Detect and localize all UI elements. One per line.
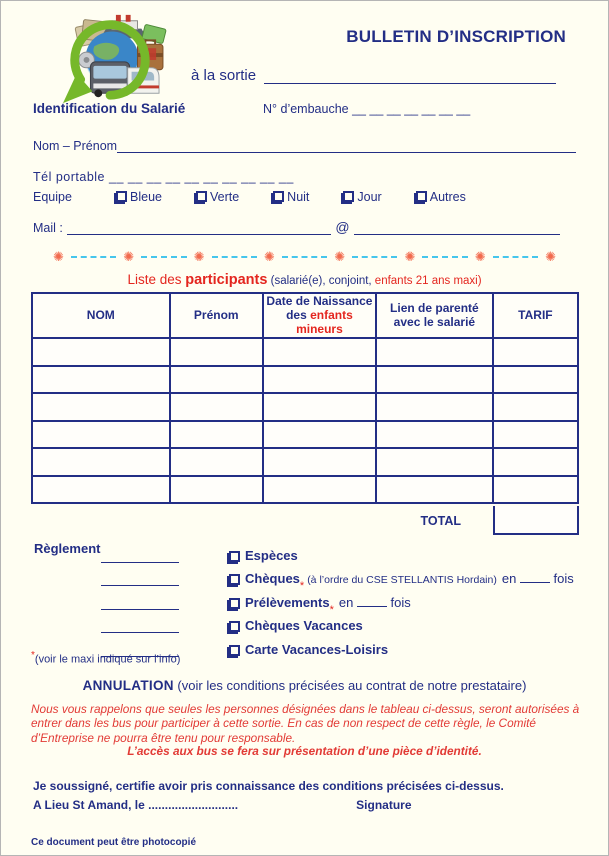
participant-row: [32, 366, 578, 394]
nom-prenom-blank-line[interactable]: [117, 137, 576, 153]
embauche-label: N° d’embauche: [263, 102, 349, 116]
checkbox-icon[interactable]: [416, 191, 427, 202]
participants-title: [1, 272, 608, 288]
photocopy-note: Ce document peut être photocopié: [31, 837, 197, 848]
amount-blank-line[interactable]: [101, 595, 179, 610]
tel-row: [33, 170, 294, 184]
col-header-tarif: TARIF: [493, 293, 578, 338]
participants-title-prefix: Liste des: [127, 272, 186, 287]
flower-icon: ✺: [53, 249, 64, 264]
participant-cell[interactable]: [170, 421, 263, 449]
equipe-option-label: Bleue: [130, 190, 162, 204]
participant-cell[interactable]: [170, 393, 263, 421]
bus-warning-paragraph: Nous vous rappelons que seules les personnes désignées dans le tableau ci-dessus, seront autorisées à entrer dans les bus pour participer à cette sortie. En cas de non respect de cette règle, le Comité d’Entreprise ne pourra être tenu pour responsable.: [31, 702, 580, 745]
dashed-line: [493, 256, 538, 258]
amount-blank-line[interactable]: [101, 548, 179, 563]
col-date-line2-red: enfants: [310, 307, 353, 322]
embauche-row: [263, 102, 470, 116]
participant-cell[interactable]: [170, 476, 263, 504]
page-title: BULLETIN D’INSCRIPTION: [346, 27, 566, 46]
date-dotted-blank[interactable]: ...........................: [148, 798, 239, 812]
checkbox-icon[interactable]: [229, 551, 240, 562]
flower-icon: ✺: [263, 249, 275, 264]
mail-row: [33, 219, 560, 235]
total-label: TOTAL: [420, 513, 461, 528]
col-header-date-naissance: [263, 293, 376, 338]
payment-option-label: Espèces: [245, 547, 298, 563]
dashed-line: [141, 256, 186, 258]
participant-cell[interactable]: [376, 393, 493, 421]
participant-row: [32, 476, 578, 504]
participant-cell[interactable]: [376, 448, 493, 476]
certify-statement: Je soussigné, certifie avoir pris connaissance des conditions précisées ci-dessus.: [33, 779, 504, 793]
participant-cell[interactable]: [170, 366, 263, 394]
tail-post-label: fois: [386, 594, 411, 610]
payment-row: [34, 539, 580, 563]
tail-pre-label: en: [338, 594, 357, 610]
total-amount-cell[interactable]: [493, 506, 579, 535]
annulation-heading: [1, 678, 608, 693]
participant-cell[interactable]: [263, 476, 376, 504]
travel-logo: [53, 9, 171, 107]
embauche-blank[interactable]: __ __ __ __ __ __ __: [352, 102, 471, 116]
participant-row: [32, 448, 578, 476]
tel-blank[interactable]: __ __ __ __ __ __ __ __ __ __: [109, 170, 294, 184]
participant-cell[interactable]: [263, 393, 376, 421]
participant-cell[interactable]: [376, 338, 493, 366]
place-date-label: [33, 798, 238, 812]
signature-label: Signature: [356, 798, 412, 812]
annulation-subtitle: (voir les conditions précisées au contrat de notre prestataire): [173, 678, 527, 693]
participant-cell[interactable]: [170, 338, 263, 366]
place-label: A Lieu St Amand, le: [33, 798, 149, 812]
flower-icon: ✺: [193, 249, 205, 264]
section-title-identification: Identification du Salarié: [33, 101, 186, 116]
equipe-option-verte[interactable]: [196, 190, 239, 204]
checkbox-icon[interactable]: [116, 191, 127, 202]
col-header-lien-parente: Lien de parenté avec le salarié: [376, 293, 493, 338]
equipe-row: [33, 190, 466, 205]
participant-cell[interactable]: [493, 476, 578, 504]
col-date-line3: mineurs: [296, 321, 343, 336]
checkbox-icon[interactable]: [229, 598, 240, 609]
checkbox-icon[interactable]: [229, 574, 240, 585]
participants-subtitle-blue: (salarié(e), conjoint,: [267, 275, 375, 287]
participants-header-row: [32, 293, 578, 338]
equipe-option-label: Nuit: [287, 190, 310, 204]
flower-icon: ✺: [404, 249, 416, 264]
tail-pre-label: en: [501, 571, 520, 586]
flower-icon: ✺: [334, 249, 346, 264]
participant-row: [32, 421, 578, 449]
participant-cell[interactable]: [32, 338, 170, 366]
col-date-line1: Date de Naissance: [266, 294, 373, 308]
equipe-option-jour[interactable]: [343, 190, 381, 204]
participant-cell[interactable]: [32, 476, 170, 504]
flower-icon: ✺: [545, 249, 556, 264]
maxi-footnote: [31, 650, 180, 666]
payment-row: Chèques * (à l’ordre du CSE STELLANTIS Hordain) en fois: [34, 563, 580, 587]
equipe-option-label: Verte: [209, 190, 240, 204]
participant-cell[interactable]: [376, 366, 493, 394]
participant-row: [32, 338, 578, 366]
checkbox-icon[interactable]: [273, 191, 284, 202]
dashed-line: [71, 256, 116, 258]
participant-cell[interactable]: [32, 421, 170, 449]
amount-blank-line[interactable]: [101, 571, 179, 586]
col-header-prenom: Prénom: [170, 293, 263, 338]
sortie-blank-line[interactable]: [264, 65, 556, 84]
participants-title-bold: participants: [185, 272, 268, 288]
participant-cell[interactable]: [32, 366, 170, 394]
participants-subtitle-red: enfants 21 ans maxi): [374, 275, 482, 287]
equipe-option-autres[interactable]: [416, 190, 466, 204]
participant-cell[interactable]: [170, 448, 263, 476]
amount-blank-line[interactable]: [101, 618, 179, 633]
participant-cell[interactable]: [263, 448, 376, 476]
annulation-title: ANNULATION: [82, 678, 174, 693]
total-row: [31, 506, 579, 535]
participant-cell[interactable]: [263, 338, 376, 366]
equipe-option-nuit[interactable]: [273, 190, 309, 204]
place-date-row: [33, 798, 576, 812]
participant-cell[interactable]: [493, 366, 578, 394]
nom-prenom-row: [33, 137, 576, 153]
dashed-line: [282, 256, 327, 258]
dashed-line: [422, 256, 467, 258]
installments-tail: [502, 571, 574, 586]
fois-blank-line[interactable]: [520, 571, 550, 583]
checkbox-icon[interactable]: [229, 621, 240, 632]
participant-cell[interactable]: [263, 421, 376, 449]
mail-local-blank-line[interactable]: [67, 219, 332, 235]
equipe-option-label: Jour: [357, 190, 382, 204]
payment-option-label: Prélèvements: [245, 594, 330, 610]
tel-label: Tél portable: [33, 170, 106, 184]
installments-tail: [339, 595, 411, 610]
flower-icon: ✺: [474, 249, 486, 264]
checkbox-icon[interactable]: [196, 191, 207, 202]
reglement-section: [34, 539, 580, 657]
participant-row: [32, 393, 578, 421]
fois-blank-line[interactable]: [357, 595, 387, 607]
participant-cell[interactable]: [263, 366, 376, 394]
participant-cell[interactable]: [493, 421, 578, 449]
col-date-line2: [265, 309, 374, 323]
flower-dash-separator: [53, 250, 556, 263]
participant-cell[interactable]: [493, 393, 578, 421]
payment-option-label: Chèques Vacances: [245, 618, 363, 633]
checkbox-icon[interactable]: [229, 645, 240, 656]
tail-post-label: fois: [549, 571, 574, 586]
checkbox-icon[interactable]: [343, 191, 354, 202]
payment-option-note: (à l’ordre du CSE STELLANTIS Hordain): [307, 574, 497, 586]
equipe-option-label: Autres: [429, 190, 466, 204]
participants-table: [31, 292, 579, 504]
participant-cell[interactable]: [493, 448, 578, 476]
equipe-option-bleue[interactable]: [116, 190, 162, 204]
payment-row: Prélèvements * en fois: [34, 586, 580, 610]
participant-cell[interactable]: [376, 476, 493, 504]
participant-cell[interactable]: [493, 338, 578, 366]
at-symbol: @: [335, 219, 350, 235]
footnote-text: (voir le maxi indiqué sur l’info): [34, 653, 181, 666]
equipe-label: Equipe: [33, 190, 72, 205]
col-header-nom: NOM: [32, 293, 170, 338]
footnote-asterisk: *: [31, 650, 35, 661]
nom-prenom-label: Nom – Prénom: [33, 139, 118, 153]
reglement-label: Règlement: [34, 541, 101, 556]
mail-domain-blank-line[interactable]: [354, 219, 560, 235]
payment-option-label: Carte Vacances-Loisirs: [245, 641, 389, 657]
equipe-options: [116, 190, 466, 205]
flower-icon: ✺: [123, 249, 135, 264]
participant-cell[interactable]: [376, 421, 493, 449]
participant-cell[interactable]: [32, 448, 170, 476]
payment-option-label: Chèques: [245, 571, 300, 586]
dashed-line: [352, 256, 397, 258]
sortie-label: à la sortie: [191, 67, 257, 84]
participant-cell[interactable]: [32, 393, 170, 421]
col-date-line2-blue: des: [286, 307, 311, 322]
payment-row: [34, 610, 580, 634]
sortie-row: [191, 65, 556, 84]
mail-label: Mail :: [33, 221, 63, 235]
bus-warning-bold-line: L’accès aux bus se fera sur présentation d’une pièce d’identité.: [127, 744, 482, 758]
dashed-line: [212, 256, 257, 258]
